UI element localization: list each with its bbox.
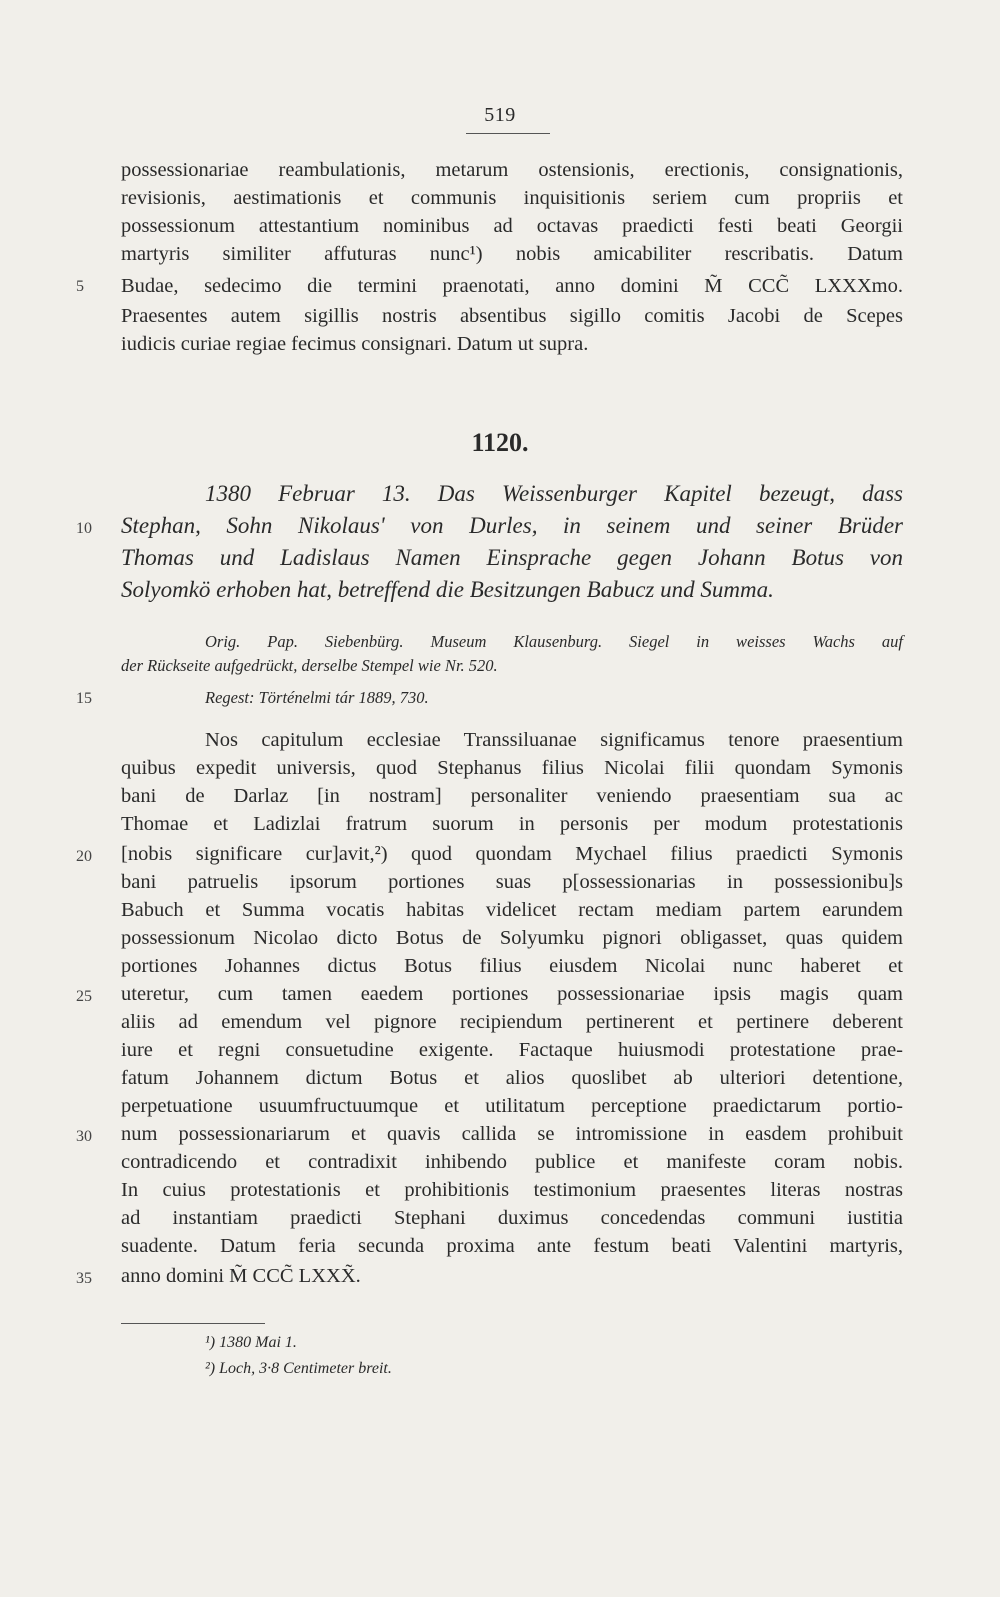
body-line: uteretur, cum tamen eaedem portiones possessionariae ipsis magis quam <box>121 983 903 1005</box>
body-line: [nobis significare cur]avit,²) quod quondam Mychael filius praedicti Symonis <box>121 843 903 865</box>
source-note-line: Orig. Pap. Siebenbürg. Museum Klausenburg. Siegel in weisses Wachs auf <box>205 632 903 651</box>
body-line: iure et regni consuetudine exigente. Factaque huiusmodi protestatione prae- <box>121 1039 903 1061</box>
body-line: bani patruelis ipsorum portiones suas p[ossessionarias in possessionibu]s <box>121 871 903 893</box>
body-line: In cuius protestationis et prohibitionis testimonium praesentes literas nostras <box>121 1179 903 1201</box>
body-line: bani de Darlaz [in nostram] personaliter veniendo praesentiam sua ac <box>121 785 903 807</box>
footnote: ²) Loch, 3·8 Centimeter breit. <box>205 1360 392 1377</box>
text-line: iudicis curiae regiae fecimus consignari. Datum ut supra. <box>121 333 589 355</box>
summary-line: 1380 Februar 13. Das Weissenburger Kapitel bezeugt, dass <box>205 481 903 506</box>
source-note-line: Regest: Történelmi tár 1889, 730. <box>205 688 429 707</box>
body-line: possessionum Nicolao dicto Botus de Solyumku pignori obligasset, quas quidem <box>121 927 903 949</box>
source-note-line: der Rückseite aufgedrückt, derselbe Stempel wie Nr. 520. <box>121 656 498 675</box>
body-line: suadente. Datum feria secunda proxima ante festum beati Valentini martyris, <box>121 1235 903 1257</box>
page-number: 519 <box>484 104 516 126</box>
margin-line-number: 35 <box>76 1270 92 1287</box>
footnote-rule <box>121 1323 265 1324</box>
margin-line-number: 25 <box>76 988 92 1005</box>
body-line: Babuch et Summa vocatis habitas videlicet rectam mediam partem earundem <box>121 899 903 921</box>
body-line: Thomae et Ladizlai fratrum suorum in personis per modum protestationis <box>121 813 903 835</box>
text-line: revisionis, aestimationis et communis inquisitionis seriem cum propriis et <box>121 187 903 209</box>
margin-line-number: 10 <box>76 520 92 537</box>
body-line: anno domini M̃ CCC̃ LXXX̃. <box>121 1265 361 1287</box>
margin-line-number: 15 <box>76 690 92 707</box>
document-number-heading: 1120. <box>471 428 529 457</box>
text-line: Praesentes autem sigillis nostris absentibus sigillo comitis Jacobi de Scepes <box>121 305 903 327</box>
summary-line: Solyomkö erhoben hat, betreffend die Besitzungen Babucz und Summa. <box>121 577 774 602</box>
summary-line: Thomas und Ladislaus Namen Einsprache gegen Johann Botus von <box>121 545 903 570</box>
body-line: num possessionariarum et quavis callida se intromissione in easdem prohibuit <box>121 1123 903 1145</box>
body-line: ad instantiam praedicti Stephani duximus concedendas communi iustitia <box>121 1207 903 1229</box>
body-line: contradicendo et contradixit inhibendo publice et manifeste coram nobis. <box>121 1151 903 1173</box>
text-line: possessionariae reambulationis, metarum ostensionis, erectionis, consignationis, <box>121 159 903 181</box>
text-line: Budae, sedecimo die termini praenotati, anno domini M̃ CCC̃ LXXXmo. <box>121 275 903 297</box>
text-line: possessionum attestantium nominibus ad octavas praedicti festi beati Georgii <box>121 215 903 237</box>
margin-line-number: 20 <box>76 848 92 865</box>
body-line: portiones Johannes dictus Botus filius eiusdem Nicolai nunc haberet et <box>121 955 903 977</box>
summary-line: Stephan, Sohn Nikolaus' von Durles, in seinem und seiner Brüder <box>121 513 903 538</box>
text-line: martyris similiter affuturas nunc¹) nobis amicabiliter rescribatis. Datum <box>121 243 903 265</box>
margin-line-number: 30 <box>76 1128 92 1145</box>
page-number-rule <box>466 133 550 134</box>
body-line: perpetuatione usuumfructuumque et utilitatum perceptione praedictarum portio- <box>121 1095 903 1117</box>
body-line: quibus expedit universis, quod Stephanus filius Nicolai filii quondam Symonis <box>121 757 903 779</box>
body-line: fatum Johannem dictum Botus et alios quoslibet ab ulteriori detentione, <box>121 1067 903 1089</box>
body-line: aliis ad emendum vel pignore recipiendum pertinerent et pertinere deberent <box>121 1011 903 1033</box>
margin-line-number: 5 <box>76 278 84 295</box>
body-line: Nos capitulum ecclesiae Transsiluanae significamus tenore praesentium <box>205 729 903 751</box>
footnote: ¹) 1380 Mai 1. <box>205 1334 297 1351</box>
